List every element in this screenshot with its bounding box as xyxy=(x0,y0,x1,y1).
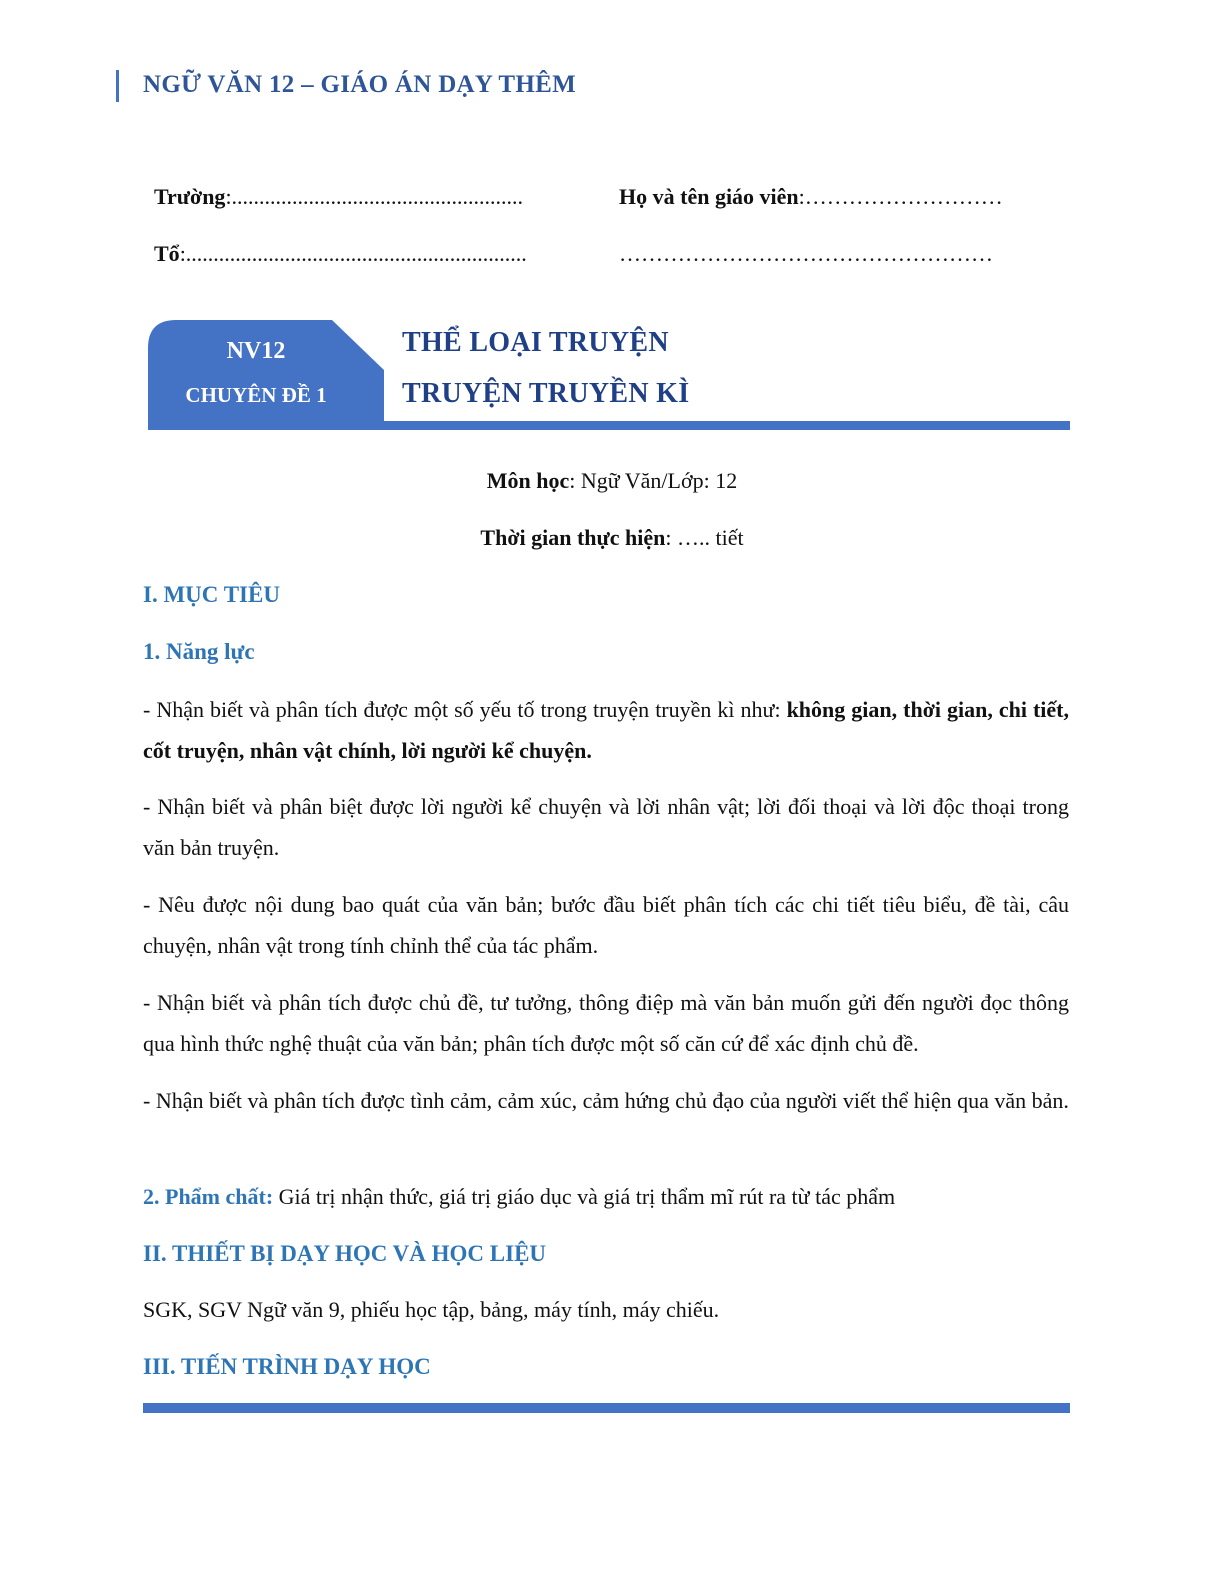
banner-underline xyxy=(384,421,1070,430)
group-field xyxy=(154,241,527,267)
school-blank: :..................................................... xyxy=(225,184,524,209)
teacher-blank-continuation: …………………………………………… xyxy=(619,241,993,266)
qualities-label: 2. Phẩm chất: xyxy=(143,1184,274,1209)
document-header-title: NGỮ VĂN 12 – GIÁO ÁN DẠY THÊM xyxy=(143,71,577,98)
topic-title-line-2: TRUYỆN TRUYỀN KÌ xyxy=(402,378,690,409)
group-label: Tổ xyxy=(154,241,180,266)
section-heading-objectives: I. MỤC TIÊU xyxy=(143,582,280,607)
topic-badge-shape xyxy=(148,320,384,430)
topic-title-line-1: THỂ LOẠI TRUYỆN xyxy=(402,327,669,358)
bullet-item-4: - Nhận biết và phân tích được chủ đề, tư tưởng, thông điệp mà văn bản muốn gửi đến người đọc thông qua hình thức nghệ thuật của văn bản; phân tích được một số căn cứ để xác định chủ đề. xyxy=(143,990,1069,1056)
footer-rule xyxy=(143,1403,1070,1413)
qualities-line xyxy=(143,1184,895,1210)
bullet-item-2: - Nhận biết và phân biệt được lời người kể chuyện và lời nhân vật; lời đối thoại và lời độc thoại trong văn bản truyện. xyxy=(143,794,1069,860)
group-blank: :.............................................................. xyxy=(179,241,527,266)
teacher-field xyxy=(619,184,1003,210)
qualities-text: Giá trị nhận thức, giá trị giáo dục và giá trị thẩm mĩ rút ra từ tác phẩm xyxy=(273,1184,896,1209)
topic-code: NV12 xyxy=(226,338,286,364)
duration-line xyxy=(0,525,1224,551)
subject-line xyxy=(0,468,1224,494)
teacher-blank: :……………………… xyxy=(798,184,1003,209)
school-field xyxy=(154,184,523,210)
duration-label: Thời gian thực hiện xyxy=(480,525,666,550)
equipment-text: SGK, SGV Ngữ văn 9, phiếu học tập, bảng, máy tính, máy chiếu. xyxy=(143,1297,720,1322)
subject-label: Môn học xyxy=(486,468,570,493)
bullet-item-5: - Nhận biết và phân tích được tình cảm, cảm xúc, cảm hứng chủ đạo của người viết thể hiện qua văn bản. xyxy=(143,1088,1069,1113)
subheading-competence: 1. Năng lực xyxy=(143,639,255,664)
school-label: Trường xyxy=(154,184,226,209)
bullet-1-text: - Nhận biết và phân tích được một số yếu tố trong truyện truyền kì như: xyxy=(143,697,787,722)
topic-badge xyxy=(148,320,384,430)
section-heading-equipment: II. THIẾT BỊ DẠY HỌC VÀ HỌC LIỆU xyxy=(143,1241,547,1266)
duration-value: : ….. tiết xyxy=(665,525,744,550)
subject-value: : Ngữ Văn/Lớp: 12 xyxy=(569,468,738,493)
teacher-label: Họ và tên giáo viên xyxy=(619,184,799,209)
bullet-item-3: - Nêu được nội dung bao quát của văn bản; bước đầu biết phân tích các chi tiết tiêu biểu, đề tài, câu chuyện, nhân vật trong tính chỉnh thể của tác phẩm. xyxy=(143,892,1069,958)
header-accent-bar xyxy=(116,70,119,102)
bullet-item-1 xyxy=(143,689,1069,771)
bullet-1-emphasis: không gian, thời gian, chi tiết, cốt truyện, nhân vật chính, lời người kể chuyện. xyxy=(143,697,1069,763)
section-heading-process: III. TIẾN TRÌNH DẠY HỌC xyxy=(143,1354,431,1379)
topic-number: CHUYÊN ĐỀ 1 xyxy=(185,383,327,407)
